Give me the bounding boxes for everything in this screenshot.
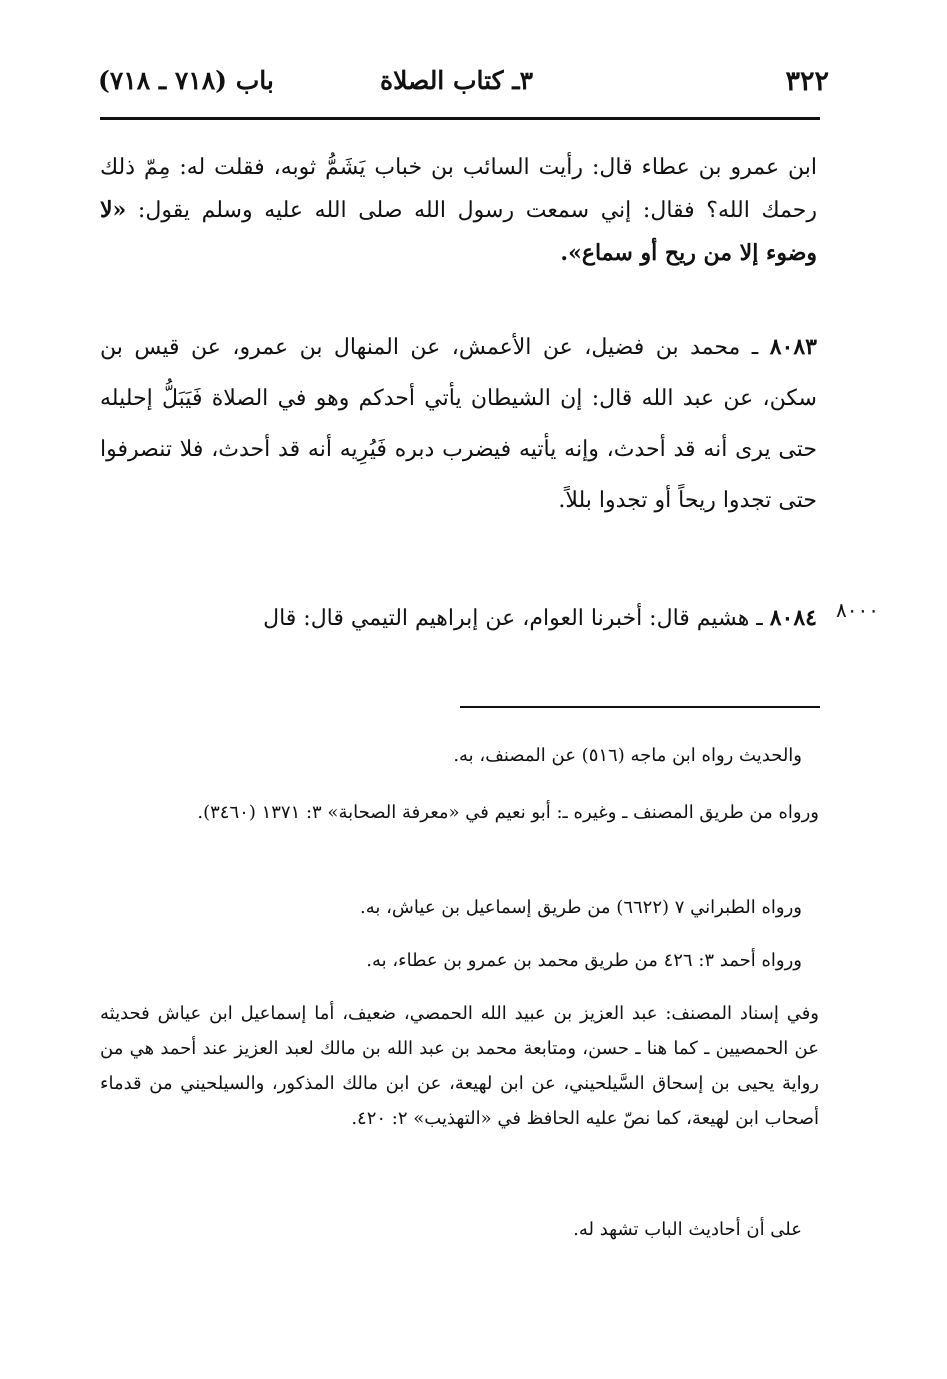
footnote-4: ورواه أحمد ٣: ٤٢٦ من طريق محمد بن عمرو بن عطاء، به. xyxy=(366,950,802,971)
hadith-quote: «لا وضوء إلا من ريح أو سماع». xyxy=(100,197,817,266)
paragraph-text: ابن عمرو بن عطاء قال: رأيت السائب بن خباب يَشَمُّ ثوبه، فقلت له: مِمّ ذلك رحمك الله؟ فقال: إني سمعت رسول الله صلى الله عليه وسلم يقول: xyxy=(100,155,817,223)
paragraph-continuation xyxy=(100,147,817,275)
header-rule xyxy=(100,117,820,120)
margin-number: ٨٠٠٠ xyxy=(836,598,879,622)
footnote-3: ورواه الطبراني ٧ (٦٦٢٢) من طريق إسماعيل بن عياش، به. xyxy=(360,897,802,918)
footnote-6: على أن أحاديث الباب تشهد له. xyxy=(573,1219,802,1240)
page-number: ٣٢٢ xyxy=(785,66,829,97)
chapter-range: باب (٧١٨ ـ ٧١٨) xyxy=(98,66,274,95)
hadith-number: ٨٠٨٤ xyxy=(769,605,817,631)
hadith-8083 xyxy=(100,322,817,526)
hadith-text: ـ هشيم قال: أخبرنا العوام، عن إبراهيم التيمي قال: قال xyxy=(263,606,770,631)
book-title: ٣ـ كتاب الصلاة xyxy=(380,66,534,95)
footnote-1: والحديث رواه ابن ماجه (٥١٦) عن المصنف، به. xyxy=(453,745,802,766)
hadith-text: ـ محمد بن فضيل، عن الأعمش، عن المنهال بن عمرو، عن قيس بن سكن، عن عبد الله قال: إن الشيطان يأتي أحدكم وهو في الصلاة فَيَبَلُّ إحليله حتى يرى أنه قد أحدث، وإنه يأتيه فيضرب دبره فَيُرِيه أنه قد أحدث، فلا تنصرفوا حتى تجدوا ريحاً أو تجدوا بللاً. xyxy=(100,335,817,513)
hadith-number: ٨٠٨٣ xyxy=(769,334,817,360)
footnote-2: ورواه من طريق المصنف ـ وغيره ـ: أبو نعيم في «معرفة الصحابة» ٣: ١٣٧١ (٣٤٦٠). xyxy=(197,802,819,823)
footnote-5: وفي إسناد المصنف: عبد العزيز بن عبيد الله الحمصي، ضعيف، أما إسماعيل ابن عياش فحديثه عن الحمصيين ـ كما هنا ـ حسن، ومتابعة محمد بن عبد الله بن مالك لعبد العزيز عند أحمد هي من رواية يحيى بن إسحاق السَّيلحيني، عن ابن لهيعة، عن ابن مالك المذكور، والسيلحيني من قدماء أصحاب ابن لهيعة، كما نصّ عليه الحافظ في «التهذيب» ٢: ٤٢٠. xyxy=(100,1003,819,1129)
footnote-rule xyxy=(460,706,820,708)
hadith-8084 xyxy=(100,597,817,640)
